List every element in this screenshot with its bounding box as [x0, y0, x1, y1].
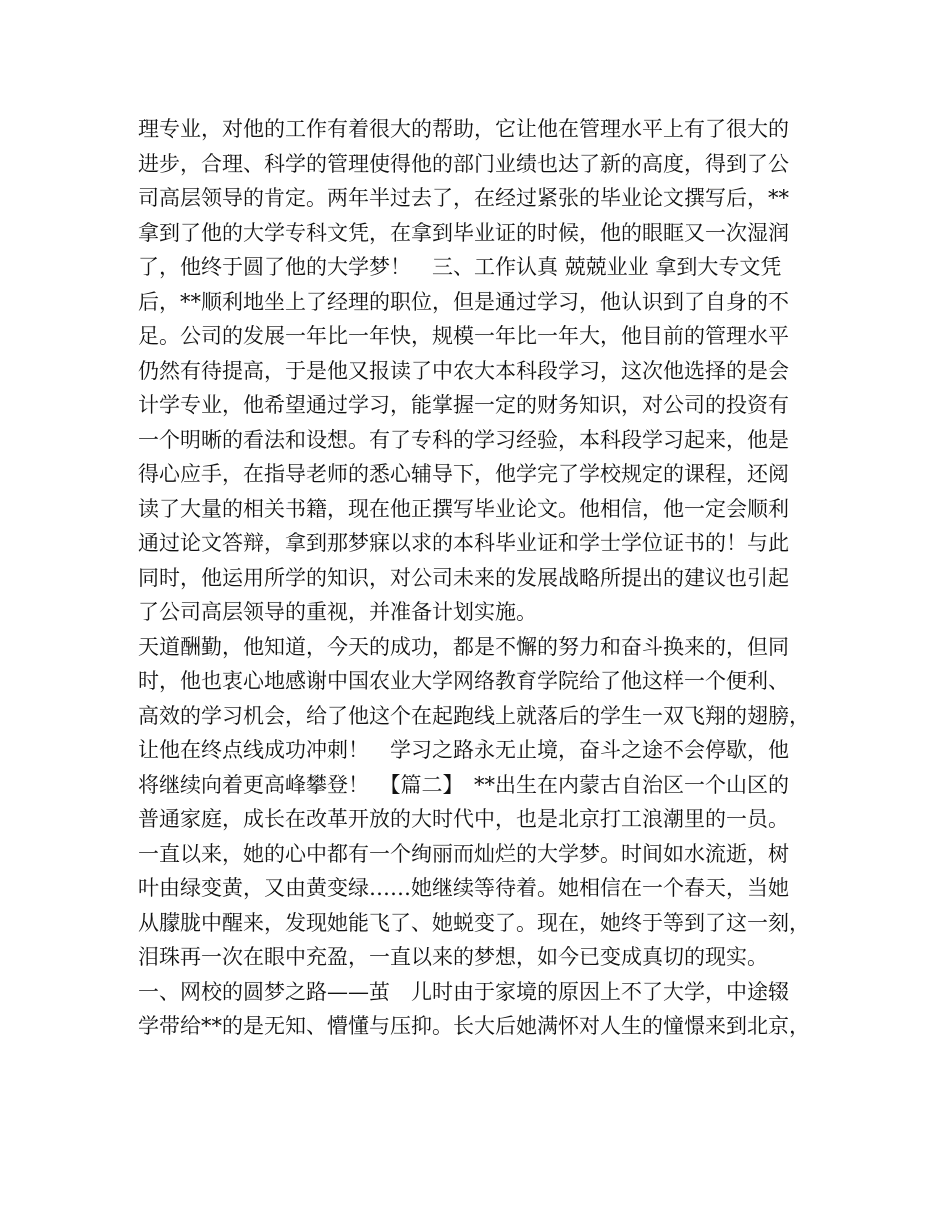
text-line: 高效的学习机会，给了他这个在起跑线上就落后的学生一双飞翔的翅膀， — [138, 703, 810, 728]
text-line: 后，**顺利地坐上了经理的职位，但是通过学习，他认识到了自身的不 — [138, 289, 789, 314]
text-line: 一直以来，她的心中都有一个绚丽而灿烂的大学梦。时间如水流逝，树 — [138, 841, 789, 866]
text-line: 叶由绿变黄，又由黄变绿……她继续等待着。她相信在一个春天，当她 — [138, 876, 789, 900]
text-line: 一个明晰的看法和设想。有了专科的学习经验，本科段学习起来，他是 — [138, 427, 789, 452]
text-line: 司高层领导的肯定。两年半过去了，在经过紧张的毕业论文撰写后，** — [138, 186, 789, 210]
text-line: 了，他终于圆了他的大学梦！ 三、工作认真 兢兢业业 拿到大专文凭 — [138, 255, 782, 279]
text-line: 理专业，对他的工作有着很大的帮助，它让他在管理水平上有了很大的 — [138, 117, 789, 141]
text-line: 仍然有待提高，于是他又报读了中农大本科段学习，这次他选择的是会 — [138, 358, 789, 383]
text-line: 泪珠再一次在眼中充盈，一直以来的梦想，如今已变成真切的现实。 — [138, 945, 768, 969]
body-text — [138, 112, 828, 1044]
text-line: 学带给**的是无知、懵懂与压抑。长大后她满怀对人生的憧憬来到北京， — [138, 1014, 810, 1038]
text-line: 同时，他运用所学的知识，对公司未来的发展战略所提出的建议也引起 — [138, 565, 789, 590]
text-line: 计学专业，他希望通过学习，能掌握一定的财务知识，对公司的投资有 — [138, 393, 789, 417]
text-line: 通过论文答辩，拿到那梦寐以求的本科毕业证和学士学位证书的！与此 — [138, 531, 789, 555]
text-line: 天道酬勤，他知道，今天的成功，都是不懈的努力和奋斗换来的，但同 — [138, 634, 789, 659]
text-line: 从朦胧中醒来，发现她能飞了、她蜕变了。现在，她终于等到了这一刻， — [138, 910, 810, 935]
text-line: 得心应手，在指导老师的悉心辅导下，他学完了学校规定的课程，还阅 — [138, 462, 789, 486]
text-line: 进步，合理、科学的管理使得他的部门业绩也达了新的高度，得到了公 — [138, 151, 789, 176]
text-line: 一、网校的圆梦之路——茧 儿时由于家境的原因上不了大学，中途辍 — [138, 979, 789, 1004]
text-line: 读了大量的相关书籍，现在他正撰写毕业论文。他相信，他一定会顺利 — [138, 496, 789, 521]
text-line: 普通家庭，成长在改革开放的大时代中，也是北京打工浪潮里的一员。 — [138, 807, 789, 831]
text-line: 了公司高层领导的重视，并准备计划实施。 — [138, 600, 537, 624]
text-line: 时，他也衷心地感谢中国农业大学网络教育学院给了他这样一个便利、 — [138, 669, 789, 693]
text-line: 拿到了他的大学专科文凭，在拿到毕业证的时候，他的眼眶又一次湿润 — [138, 220, 789, 245]
text-line: 让他在终点线成功冲刺！ 学习之路永无止境，奋斗之途不会停歇，他 — [138, 738, 789, 762]
text-line: 足。公司的发展一年比一年快，规模一年比一年大，他目前的管理水平 — [138, 324, 789, 348]
text-line: 将继续向着更高峰攀登！ 【篇二】 **出生在内蒙古自治区一个山区的 — [138, 772, 789, 797]
